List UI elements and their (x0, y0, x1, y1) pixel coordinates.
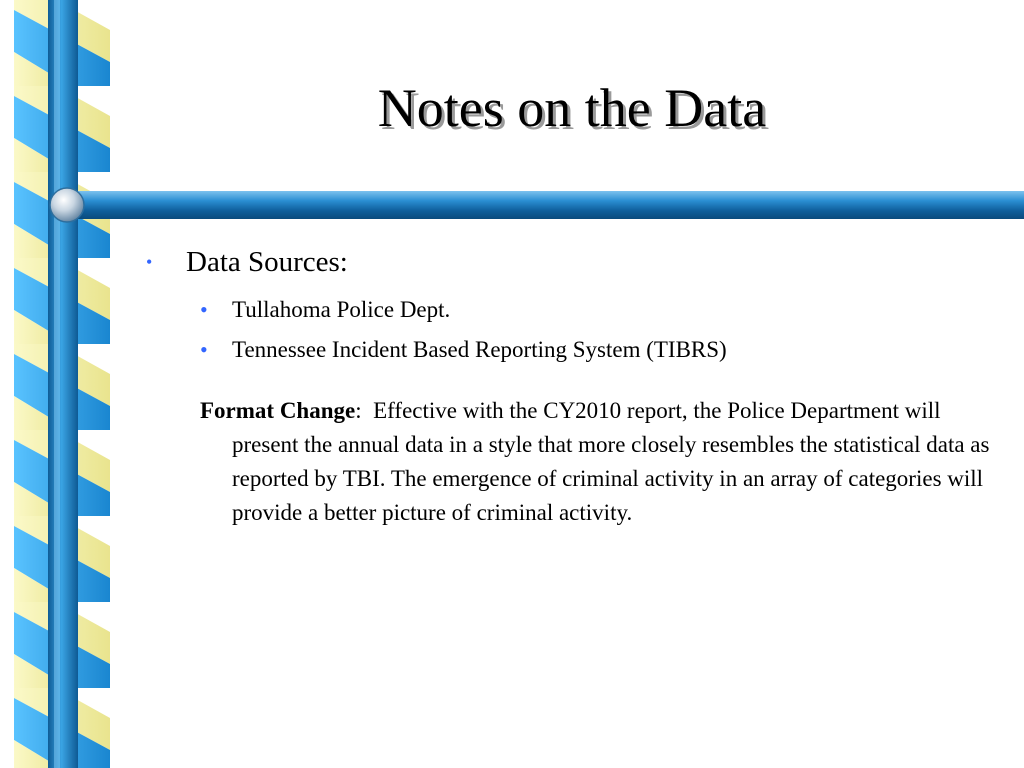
list-item (140, 290, 1010, 330)
bullet-dot-icon: • (146, 252, 153, 272)
data-sources-bullet (140, 240, 1010, 284)
slide-content (140, 240, 1010, 530)
format-change-paragraph (140, 394, 1012, 530)
format-change-text: Effective with the CY2010 report, the Police Department will present the annual data in a style that more closely resembles the statistical data as reported by TBI. The emergence of criminal activity in an array of categories will provide a better picture of criminal activity. (232, 398, 990, 525)
format-change-label: Format Change (200, 398, 356, 423)
format-change-separator: : (355, 398, 362, 423)
data-source-item: Tullahoma Police Dept. (232, 297, 451, 322)
data-sources-heading: Data Sources: (186, 246, 348, 278)
bullet-dot-icon: • (200, 297, 208, 322)
data-source-item: Tennessee Incident Based Reporting System (TIBRS) (232, 337, 727, 362)
slide-title: Notes on the Data (377, 78, 767, 138)
list-item (140, 330, 1010, 370)
data-sources-list (140, 290, 1010, 370)
bullet-dot-icon: • (200, 337, 208, 362)
